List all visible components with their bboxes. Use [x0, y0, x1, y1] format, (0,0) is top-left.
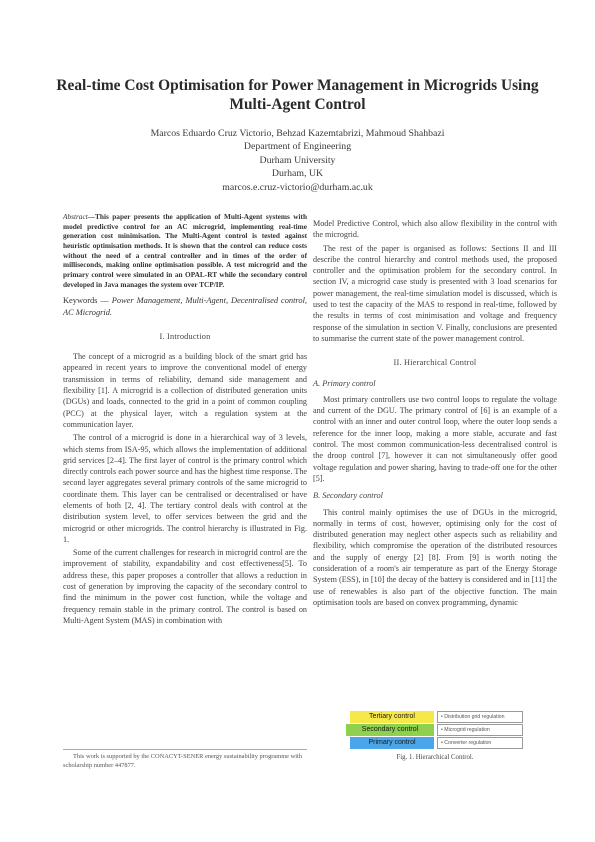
paper-title: Real-time Cost Optimisation for Power Management in Microgrids Using Multi-Agent Control — [56, 77, 539, 113]
secondary-layer-bar: Secondary control — [346, 724, 434, 736]
email: marcos.e.cruz-victorio@durham.ac.uk — [222, 181, 373, 193]
paragraph: This control mainly optimises the use of DGUs in the microgrid, normally in terms of cost, however, optimising only for the cost of distributed generation may neglect other aspects such as reliability and flexibility, which compromise the operation of the distributed resources and the supply of energy [2] [8]. From [9] is worth noting the consideration of a room's air temperature as part of the Energy Storage System (ESS), in [10] the decay of the battery is considered and in [11] the use of renewables is also part of the objective function. The main optimisation tools are based on convex programming, dynamic — [313, 507, 557, 607]
subsection-heading-primary-control: A. Primary control — [313, 378, 376, 388]
tertiary-layer-bar: Tertiary control — [350, 711, 434, 723]
primary-layer-description: • Converter regulation — [437, 737, 523, 749]
tertiary-layer-description: • Distribution grid regulation — [437, 711, 523, 723]
section-heading-hierarchical-control: II. Hierarchical Control — [393, 358, 477, 368]
paragraph: Model Predictive Control, which also allow flexibility in the control with the microgrid. — [313, 219, 557, 240]
abstract-text: —This paper presents the application of Multi-Agent systems with model predictive control for an AC microgrid, implementing real-time generation cost minimisation. The Multi-Agent control is tested against heuristic optimisation methods. It is shown that the control can reduce costs without the need of a central controller and in times of the order of milliseconds, making online optimisation possible. A test microgrid and the primary control were simulated in an OPAL-RT while the secondary control developed in Java manages the system over TCP/IP. — [63, 212, 307, 289]
university: Durham University — [259, 154, 336, 166]
secondary-desc-text: Microgrid regulation — [444, 727, 490, 733]
abstract — [63, 212, 307, 289]
keywords-label: Keywords — — [63, 296, 109, 306]
footnote — [63, 749, 307, 770]
hierarchy-figure — [346, 711, 516, 749]
paragraph: Some of the current challenges for research in microgrid control are the improvement of stability, expandability and cost effectiveness[5]. To address these, this paper proposes a controller that allows a reduction in cost of generation by improving the capacity of the secondary control to find the minimum in the power cost function, while the voltage and frequency remain stable in the primary control. The control is based on Multi-Agent System (MAS) in combination with — [63, 548, 307, 625]
author-names: Marcos Eduardo Cruz Victorio, Behzad Kazemtabrizi, Mahmoud Shahbazi — [150, 128, 445, 139]
section-heading-introduction: I. Introduction — [159, 331, 211, 341]
paragraph: The rest of the paper is organised as follows: Sections II and III describe the control hierarchy and control methods used, the proposed controller and the optimisation problem for the secondary control. In section IV, a microgrid case study is presented with 3 load scenarios for power management, the real-time simulation model is discussed, which is used to test the capacity of the MAS to respond in real-time, followed by the results in terms of cost minimisation and voltage and frequency response of the simulation in section V. Finally, conclusions are presented to summarise the current state of the power management control. — [313, 243, 557, 343]
paragraph: Most primary controllers use two control loops to regulate the voltage and current of the DGU. The primary control of [6] is an example of a control with an inner and outer control loop, where the outer loop sends a reference for the inner loop, making a more stable, accurate and fast control. The most common communication-less decentralised control is the droop control [7], however it can not simultaneously offer good voltage regulation and power sharing, having to trade-off one for the other [5]. — [313, 394, 557, 483]
paragraph: The control of a microgrid is done in a hierarchical way of 3 levels, which stems from ISA-95, which allows the implementation of additional grid services [2–4]. The first layer of control is the primary control which directly controls each power source and has the highest time response. The second layer aggregates several primary controls of the same microgrid to coordinate them. This layer can be centralised or decentralised or have elements of both [2, 4]. The tertiary control deals with control at the distribution system level, to offer services between the grid and the microgrid or other microgrids. The control hierarchy is illustrated in Fig. 1. — [63, 433, 307, 544]
keywords-text: Power Management, Multi-Agent, Decentralised control, AC Microgrid. — [63, 296, 307, 317]
secondary-layer-description: • Microgrid regulation — [437, 724, 523, 736]
paragraph: The concept of a microgrid as a building block of the smart grid has appeared in recent years to improve the conventional model of energy transmission in terms of reliability, demand side management and flexibility [1]. A microgrid is a collection of distributed generation units (DGUs) and loads, connected to the grid in a point of common coupling (PCC) at the physical layer, witch a regulation system at the communication layer. — [63, 352, 307, 429]
location: Durham, UK — [271, 168, 324, 180]
footnote-text: This work is supported by the CONACYT-SENER energy sustainability programme with scholarship number 447877. — [63, 753, 302, 769]
primary-desc-text: Converter regulation — [444, 740, 492, 746]
figure-caption: Fig. 1. Hierarchical Control. — [396, 754, 474, 761]
subsection-heading-secondary-control: B. Secondary control — [313, 491, 383, 501]
right-column — [313, 218, 557, 610]
left-column — [63, 212, 307, 628]
primary-layer-bar: Primary control — [350, 737, 434, 749]
abstract-label: Abstract — [63, 212, 88, 221]
tertiary-desc-text: Distribution grid regulation — [444, 714, 505, 720]
keywords — [63, 295, 307, 318]
author-block — [40, 127, 555, 194]
department: Department of Engineering — [243, 141, 352, 153]
